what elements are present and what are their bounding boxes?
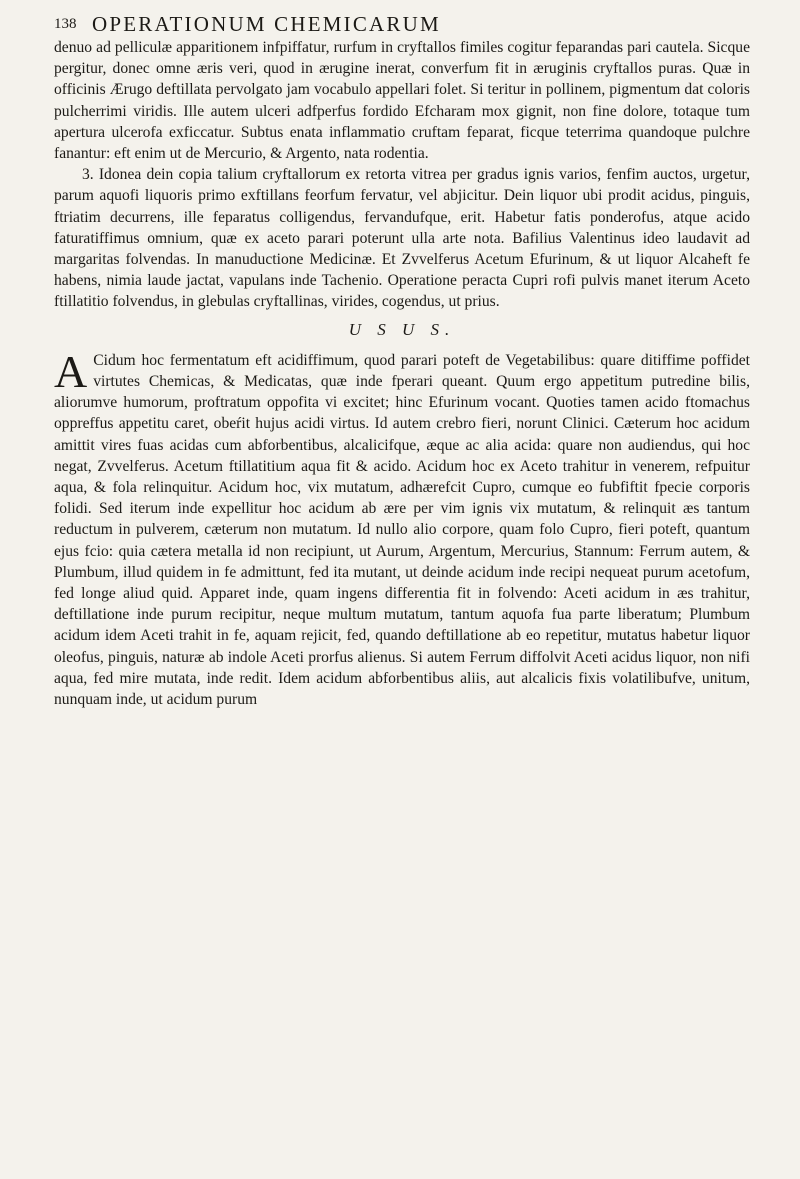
section-title-usus: U S U S. bbox=[348, 319, 456, 339]
paragraph-usus-text: Cidum hoc fermentatum eft acidiffimum, quod parari poteft de Vegetabilibus: quare ditiffime poffidet virtutes Chemicas, & Medicatas, quæ inde fperari queant. Quum ergo appetitum putredine bilis, aliorumve humorum, proftratum oppofita vi excitet; hinc Efurinum vocant. Quoties tamen acido ftomachus oppreffus appetitu caret, obeŕit hujus acidi virtus. Id autem crebro fieri, norunt Clinici. Cæterum hoc acidum amittit vires fuas acidas cum abforbentibus, alcalicifque, æque ac alia acida: quare non audiendus, qui hoc negat, Zvvelferus. Acetum ftillatitium aqua fit & acido. Acidum hoc ex Aceto trahitur in venerem, refpuitur aqua, & fola relinquitur. Acidum hoc, vix mutatum, adhærefcit Cupro, cumque eo fubfiftit fpecie corporis folidi. Sed iterum inde expellitur hoc acidum ab ære per vim ignis vix mutatum, & relinquit æs tantum reductum in pulverem, cæterum non mutatum. Id nullo alio corpore, quam folo Cupro, fieri poteft, quantum ejus fcio: quia cætera metalla id non recipiunt, ut Aurum, Argentum, Mercurius, Stannum: Ferrum autem, & Plumbum, illud quidem in fe admittunt, fed ita mutant, ut deinde acidum inde recipi nequeat purum acetofum, fed longe aliud quid. Apparet inde, quam ingens differentia fit in folvendo: Aceti acidum in æs trahitur, deftillatione inde purum recipitur, neque multum mutatum, tantum aquofa fua parte liberatum; Plumbum acidum idem Aceti trahit in fe, aquam rejicit, fed, quando deftillatione ab eo repetitur, mutatus habetur liquor oleofus, pinguis, naturæ ab indole Aceti prorfus alienus. Si autem Ferrum diffolvit Aceti acidus liquor, non nifi aqua, fed mire mutata, inde redit. Idem acidum abforbentibus aliis, aut alcalicis fixis volatilibufve, unitum, nunquam inde, ut acidum purum bbox=[54, 351, 750, 709]
page-number: 138 bbox=[54, 16, 77, 32]
page-header bbox=[54, 12, 750, 36]
paragraph-usus bbox=[54, 345, 750, 710]
page-body bbox=[54, 37, 750, 710]
paragraph-3: 3. Idonea dein copia talium cryftallorum ex retorta vitrea per gradus ignis varios, fenfim auctos, urgetur, parum aquofi liquoris primo exftillans feorfum fervatur, vel abjicitur. Dein liquor ubi prodit acidus, pinguis, ftriatim decurrens, ille feparatus colligendus, fervandufque, erit. Habetur fatis ponderofus, atque acido faturatiffimus omnium, quæ ex aceto parari poterunt ulla arte nota. Bafilius Valentinus ideo laudavit ad margaritas folvendas. In manuductione Medicinæ. Et Zvvelferus Acetum Efurinum, & ut liquor Alcaheft fe habens, nimia laude jactat, vapulans inde Tachenio. Operatione peracta Cupri rofi pulvis manet iterum Aceto ftillatitio folvendus, in glebulas cryftallinas, virides, cogendus, ut prius. bbox=[54, 166, 750, 311]
running-title: OPERATIONUM CHEMICARUM bbox=[92, 12, 441, 36]
paragraph-continuation: denuo ad pelliculæ apparitionem infpiffatur, rurfum in cryftallos fimiles cogitur feparandas pari cautela. Sicque pergitur, donec omne æris veri, quod in ærugine inerat, converfum fit in æruginis cryftallos puras. Quæ in officinis Ærugo deftillata pervolgato jam vocabulo appellari folet. Si teritur in pollinem, pigmentum dat coloris pulcherrimi viridis. Ille autem ulceri adfperfus fordido Efcharam mox gignit, non fine dolore, totaque tum apertura ulcerofa exficcatur. Subtus enata inflammatio cruftam feparat, ficque teterrima quandoque pulchre fanantur: eft enim ut de Mercurio, & Argento, nata rodentia. bbox=[54, 39, 750, 163]
drop-cap: A bbox=[54, 345, 88, 397]
